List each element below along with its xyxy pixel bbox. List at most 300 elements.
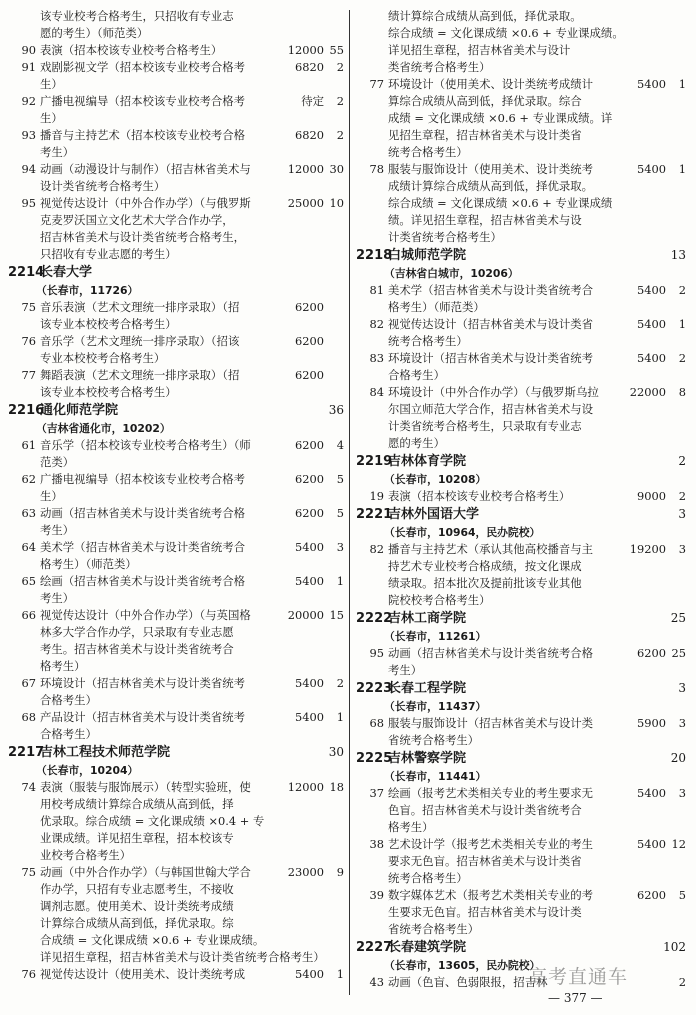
- major-row: [356, 350, 686, 367]
- school-code: 2219: [356, 454, 393, 469]
- major-row: [8, 471, 344, 488]
- school-info: （吉林省白城市，10206）: [384, 267, 519, 280]
- enroll-count: 2: [678, 351, 686, 365]
- major-number: 91: [21, 60, 36, 74]
- major-text-continued: [8, 932, 344, 949]
- school-total: 30: [328, 745, 344, 759]
- major-text: 动画（招吉林省美术与设计类省统考合格: [40, 506, 246, 520]
- major-text: 戏剧影视文学（招本校该专业校考合格考: [40, 60, 246, 74]
- major-number: 95: [21, 196, 36, 210]
- major-row: [8, 539, 344, 556]
- continued-text: 绩计算综合成绩从高到低，择优录取。: [388, 9, 582, 23]
- major-row: [356, 836, 686, 853]
- major-number: 37: [369, 786, 384, 800]
- continued-text: 院校校考合格考生）: [388, 593, 491, 607]
- major-number: 93: [21, 128, 36, 142]
- major-text-continued: [8, 915, 344, 932]
- tuition-fee: 6200: [295, 368, 324, 382]
- enroll-count: 55: [329, 43, 344, 57]
- continued-text: 该专业校考合格考生，只招收有专业志: [40, 9, 234, 23]
- major-text: 绘画（招吉林省美术与设计类省统考合格: [40, 574, 246, 588]
- major-text-continued: [356, 299, 686, 316]
- major-number: 75: [21, 300, 36, 314]
- enroll-count: 2: [336, 128, 344, 142]
- tuition-fee: 19200: [629, 542, 666, 556]
- major-text-continued: [8, 454, 344, 471]
- continued-text: 考生）: [388, 663, 423, 677]
- major-text-continued: [8, 8, 344, 25]
- major-row: [356, 488, 686, 505]
- left-column: [8, 8, 344, 983]
- major-number: 66: [21, 608, 36, 622]
- school-code: 2223: [356, 681, 393, 696]
- major-text-continued: [356, 662, 686, 679]
- major-text: 环境设计（招吉林省美术与设计类省统考: [388, 351, 594, 365]
- major-row: [8, 195, 344, 212]
- major-text: 动画（中外合作办学）（与韩国世翰大学合: [40, 865, 251, 879]
- continued-text: 综合成绩 = 文化课成绩 ×0.6 + 专业课成绩。: [388, 26, 624, 40]
- tuition-fee: 23000: [287, 865, 324, 879]
- school-info: （长春市，13605，民办院校）: [384, 959, 541, 972]
- continued-text: 考生）: [40, 523, 75, 537]
- major-text: 表演（招本校该专业校考合格考生）: [40, 43, 223, 57]
- major-text: 音乐学（艺术文理统一排序录取）（招该: [40, 334, 240, 348]
- major-number: 78: [369, 162, 384, 176]
- continued-text: 格考生）（师范类）: [388, 300, 485, 314]
- tuition-fee: 5400: [637, 351, 666, 365]
- tuition-fee: 5400: [295, 676, 324, 690]
- tuition-fee: 9000: [637, 489, 666, 503]
- major-text-continued: [356, 127, 686, 144]
- major-row: [356, 887, 686, 904]
- continued-text: 计算综合成绩从高到低，择优录取。综: [40, 916, 234, 930]
- major-row: [8, 367, 344, 384]
- major-row: [356, 974, 686, 991]
- school-info: （长春市，11261）: [384, 630, 487, 643]
- major-text: 艺术设计学（报考艺术类相关专业的考生: [388, 837, 594, 851]
- continued-text: 生）: [40, 77, 63, 91]
- continued-text: 综合成绩 = 文化课成绩 ×0.6 + 专业课成绩: [388, 196, 613, 210]
- major-text-continued: [8, 384, 344, 401]
- tuition-fee: 6820: [295, 128, 324, 142]
- continued-text: 算综合成绩从高到低，择优录取。综合: [388, 94, 582, 108]
- major-row: [8, 966, 344, 983]
- school-name: 吉林外国语大学: [388, 507, 480, 522]
- major-text: 环境设计（中外合作办学）（与俄罗斯乌拉: [388, 385, 599, 399]
- continued-text: 生）: [40, 111, 63, 125]
- major-text-continued: [356, 558, 686, 575]
- major-text: 视觉传达设计（中外合作办学）（与英国格: [40, 608, 251, 622]
- tuition-fee: 25000: [287, 196, 324, 210]
- major-row: [8, 573, 344, 590]
- continued-text: 林多大学合作办学，只录取有专业志愿: [40, 625, 234, 639]
- major-row: [356, 645, 686, 662]
- continued-text: 愿的考生）（师范类）: [40, 26, 149, 40]
- enroll-count: 4: [336, 438, 344, 452]
- continued-text: 业课成绩。详见招生章程，招本校该专: [40, 831, 234, 845]
- enroll-count: 15: [329, 608, 344, 622]
- major-text-continued: [8, 316, 344, 333]
- enroll-count: 3: [678, 716, 686, 730]
- tuition-fee: 20000: [287, 608, 324, 622]
- school-code: 2216: [8, 403, 45, 418]
- major-number: 19: [369, 489, 384, 503]
- major-row: [8, 93, 344, 110]
- major-number: 82: [369, 317, 384, 331]
- major-text-continued: [8, 796, 344, 813]
- enroll-count: 5: [336, 472, 344, 486]
- major-text-continued: [356, 904, 686, 921]
- major-number: 82: [369, 542, 384, 556]
- school-header: [8, 743, 344, 762]
- school-total: 36: [328, 403, 344, 417]
- continued-text: 合格考生）: [40, 693, 97, 707]
- school-info: （长春市，11726）: [36, 284, 139, 297]
- tuition-fee: 5400: [637, 786, 666, 800]
- major-text-continued: [356, 110, 686, 127]
- major-text: 音乐学（招本校该专业校考合格考生）（师: [40, 438, 251, 452]
- major-text: 广播电视编导（招本校该专业校考合格考: [40, 94, 246, 108]
- school-info: （长春市，11437）: [384, 700, 487, 713]
- school-total: 25: [670, 611, 686, 625]
- major-text-continued: [8, 25, 344, 42]
- continued-text: 生）: [40, 489, 63, 503]
- continued-text: 尔国立师范大学合作，招吉林省美术与设: [388, 402, 594, 416]
- continued-text: 专业本校校考合格考生）: [40, 351, 166, 365]
- continued-text: 要求无色盲。招吉林省美术与设计类省: [388, 854, 582, 868]
- tuition-fee: 5400: [295, 540, 324, 554]
- school-name: 吉林工商学院: [388, 611, 467, 626]
- major-row: [8, 333, 344, 350]
- tuition-fee: 6200: [295, 334, 324, 348]
- major-text-continued: [356, 870, 686, 887]
- major-number: 63: [21, 506, 36, 520]
- major-text-continued: [8, 949, 344, 966]
- major-text: 广播电视编导（招本校该专业校考合格考: [40, 472, 246, 486]
- major-text-continued: [8, 590, 344, 607]
- continued-text: 见招生章程，招吉林省美术与设计类省: [388, 128, 582, 142]
- watermark: 高考直通车: [528, 966, 629, 988]
- school-total: 3: [678, 681, 686, 695]
- continued-text: 调剂志愿。使用美术、设计类统考成绩: [40, 899, 234, 913]
- major-text: 音乐表演（艺术文理统一排序录取）（招: [40, 300, 240, 314]
- major-row: [8, 709, 344, 726]
- major-row: [8, 59, 344, 76]
- tuition-fee: 5400: [295, 967, 324, 981]
- major-text: 产品设计（招吉林省美术与设计类省统考: [40, 710, 246, 724]
- major-text: 表演（服装与服饰展示）（转型实验班，使: [40, 780, 251, 794]
- major-text: 视觉传达设计（招吉林省美术与设计类省: [388, 317, 594, 331]
- school-code: 2227: [356, 940, 393, 955]
- continued-text: 省统考合格考生）: [388, 922, 480, 936]
- enroll-count: 3: [678, 786, 686, 800]
- column-divider: [349, 10, 350, 995]
- major-text-continued: [8, 212, 344, 229]
- school-total: 102: [663, 940, 686, 954]
- major-text: 动画（招吉林省美术与设计类省统考合格: [388, 646, 594, 660]
- school-header: [8, 263, 344, 282]
- major-row: [356, 161, 686, 178]
- major-row: [8, 779, 344, 796]
- enroll-count: 5: [678, 888, 686, 902]
- continued-text: 统考合格考生）: [388, 871, 468, 885]
- continued-text: 只招收有专业志愿的考生）: [40, 247, 177, 261]
- major-text-continued: [356, 93, 686, 110]
- enroll-count: 1: [336, 710, 344, 724]
- major-text-continued: [8, 726, 344, 743]
- major-number: 90: [21, 43, 36, 57]
- major-text: 美术学（招吉林省美术与设计类省统考合: [388, 283, 594, 297]
- major-text: 视觉传达设计（中外合作办学）（与俄罗斯: [40, 196, 251, 210]
- major-text-continued: [8, 813, 344, 830]
- continued-text: 类省统考合格考生）: [388, 60, 491, 74]
- school-info: （吉林省通化市，10202）: [36, 422, 171, 435]
- tuition-fee: 5400: [637, 317, 666, 331]
- tuition-fee: 6200: [295, 472, 324, 486]
- school-header: [356, 505, 686, 524]
- major-text-continued: [356, 42, 686, 59]
- continued-text: 考生。招吉林省美术与设计类省统考合: [40, 642, 234, 656]
- school-header: [356, 452, 686, 471]
- right-column: [356, 8, 686, 991]
- tuition-fee: 6200: [295, 506, 324, 520]
- enroll-count: 2: [336, 676, 344, 690]
- school-header: [356, 679, 686, 698]
- major-text-continued: [356, 853, 686, 870]
- continued-text: 考生）: [40, 591, 75, 605]
- major-number: 67: [21, 676, 36, 690]
- enroll-count: 8: [678, 385, 686, 399]
- major-number: 68: [369, 716, 384, 730]
- continued-text: 生要求无色盲。招吉林省美术与设计类: [388, 905, 582, 919]
- school-name: 通化师范学院: [40, 403, 119, 418]
- tuition-fee: 22000: [629, 385, 666, 399]
- major-number: 65: [21, 574, 36, 588]
- tuition-fee: 12000: [287, 780, 324, 794]
- continued-text: 详见招生章程，招吉林省美术与设计: [388, 43, 571, 57]
- school-info: （长春市，10208）: [384, 473, 487, 486]
- major-text: 动画（色盲、色弱限报，招吉林: [388, 975, 548, 989]
- school-name: 吉林体育学院: [388, 454, 467, 469]
- major-text-continued: [356, 401, 686, 418]
- major-text-continued: [8, 246, 344, 263]
- continued-text: 范类）: [40, 455, 75, 469]
- continued-text: 考生）: [40, 145, 75, 159]
- major-text-continued: [8, 641, 344, 658]
- major-row: [356, 715, 686, 732]
- enroll-count: 1: [678, 162, 686, 176]
- continued-text: 招吉林省美术与设计类省统考合格考生，: [40, 230, 246, 244]
- enroll-count: 1: [678, 317, 686, 331]
- major-text-continued: [356, 921, 686, 938]
- continued-text: 该专业本校校考合格考生）: [40, 385, 177, 399]
- school-info: （长春市，10204）: [36, 764, 139, 777]
- continued-text: 省统考合格考生）: [388, 733, 480, 747]
- tuition-fee: 5900: [637, 716, 666, 730]
- major-number: 64: [21, 540, 36, 554]
- school-name: 长春建筑学院: [388, 940, 467, 955]
- major-number: 75: [21, 865, 36, 879]
- tuition-fee: 5400: [295, 574, 324, 588]
- major-row: [8, 675, 344, 692]
- major-text-continued: [8, 830, 344, 847]
- major-number: 76: [21, 967, 36, 981]
- continued-text: 克麦罗沃国立文化艺术大学合作办学，: [40, 213, 234, 227]
- continued-text: 该专业本校校考合格考生）: [40, 317, 177, 331]
- continued-text: 作办学，只招有专业志愿考生，不接收: [40, 882, 234, 896]
- school-total: 2: [678, 454, 686, 468]
- continued-text: 合成绩 = 文化课成绩 ×0.6 + 专业课成绩。: [40, 933, 265, 947]
- enroll-count: 3: [336, 540, 344, 554]
- enroll-count: 1: [678, 77, 686, 91]
- major-text: 表演（招本校该专业校考合格考生）: [388, 489, 571, 503]
- major-text-continued: [356, 575, 686, 592]
- continued-text: 业校考合格考生）: [40, 848, 132, 862]
- major-text-continued: [356, 195, 686, 212]
- school-header: [8, 401, 344, 420]
- continued-text: 格考生）（师范类）: [40, 557, 137, 571]
- major-text-continued: [356, 592, 686, 609]
- continued-text: 统考合格考生）: [388, 334, 468, 348]
- continued-text: 合格考生）: [40, 727, 97, 741]
- school-code: 2225: [356, 751, 393, 766]
- enroll-count: 12: [671, 837, 686, 851]
- major-row: [356, 76, 686, 93]
- major-text-continued: [356, 732, 686, 749]
- major-text-continued: [8, 350, 344, 367]
- continued-text: 设计类省统考合格考生）: [40, 179, 166, 193]
- tuition-fee: 12000: [287, 43, 324, 57]
- major-text: 舞蹈表演（艺术文理统一排序录取）（招: [40, 368, 240, 382]
- tuition-fee: 6200: [295, 438, 324, 452]
- major-row: [8, 42, 344, 59]
- school-header: [356, 609, 686, 628]
- major-number: 76: [21, 334, 36, 348]
- major-number: 81: [369, 283, 384, 297]
- major-text-continued: [356, 178, 686, 195]
- major-text-continued: [8, 229, 344, 246]
- major-text: 动画（动漫设计与制作）（招吉林省美术与: [40, 162, 251, 176]
- major-row: [356, 316, 686, 333]
- major-text: 美术学（招吉林省美术与设计类省统考合: [40, 540, 246, 554]
- tuition-fee: 5400: [637, 77, 666, 91]
- major-text-continued: [356, 59, 686, 76]
- school-total: 20: [670, 751, 686, 765]
- enroll-count: 2: [336, 94, 344, 108]
- major-number: 61: [21, 438, 36, 452]
- major-row: [356, 785, 686, 802]
- major-text-continued: [356, 418, 686, 435]
- continued-text: 格考生）: [40, 659, 86, 673]
- major-row: [356, 384, 686, 401]
- school-header: [356, 749, 686, 768]
- school-code: 2218: [356, 248, 393, 263]
- major-number: 77: [21, 368, 36, 382]
- major-number: 62: [21, 472, 36, 486]
- enroll-count: 2: [678, 489, 686, 503]
- school-name: 吉林工程技术师范学院: [40, 745, 171, 760]
- tuition-fee: 6820: [295, 60, 324, 74]
- enroll-count: 18: [329, 780, 344, 794]
- major-text-continued: [356, 333, 686, 350]
- continued-text: 计类省统考合格考生）: [388, 230, 502, 244]
- major-text-continued: [8, 692, 344, 709]
- school-name: 白城师范学院: [388, 248, 467, 263]
- school-code: 2214: [8, 265, 45, 280]
- enroll-count: 2: [336, 60, 344, 74]
- major-text-continued: [8, 488, 344, 505]
- school-info: （长春市，10964，民办院校）: [384, 526, 541, 539]
- major-text-continued: [356, 367, 686, 384]
- major-row: [8, 864, 344, 881]
- major-text-continued: [356, 435, 686, 452]
- school-total: 3: [678, 507, 686, 521]
- tuition-fee: 5400: [637, 283, 666, 297]
- continued-text: 格考生）: [388, 820, 434, 834]
- major-text: 服装与服饰设计（招吉林省美术与设计类: [388, 716, 594, 730]
- enroll-count: 25: [671, 646, 686, 660]
- major-text-continued: [356, 8, 686, 25]
- major-row: [356, 282, 686, 299]
- tuition-fee: 6200: [295, 300, 324, 314]
- major-text-continued: [8, 144, 344, 161]
- major-row: [8, 505, 344, 522]
- school-total: 13: [670, 248, 686, 262]
- major-text-continued: [8, 658, 344, 675]
- continued-text: 优录取。综合成绩 = 文化课成绩 ×0.4 + 专: [40, 814, 265, 828]
- tuition-fee: 6200: [637, 646, 666, 660]
- major-text: 环境设计（使用美术、设计类统考成绩计: [388, 77, 594, 91]
- major-text-continued: [356, 25, 686, 42]
- major-text-continued: [8, 76, 344, 93]
- enroll-count: 30: [329, 162, 344, 176]
- continued-text: 计类省统考合格考生，只录取有专业志: [388, 419, 582, 433]
- major-text-continued: [8, 110, 344, 127]
- major-text-continued: [8, 522, 344, 539]
- major-row: [8, 607, 344, 624]
- major-number: 68: [21, 710, 36, 724]
- major-text: 视觉传达设计（使用美术、设计类统考成: [40, 967, 246, 981]
- major-text-continued: [8, 556, 344, 573]
- continued-text: 绩录取。招本批次及提前批该专业其他: [388, 576, 582, 590]
- major-number: 43: [369, 975, 384, 989]
- continued-text: 用校考成绩计算综合成绩从高到低，择: [40, 797, 234, 811]
- major-text-continued: [8, 624, 344, 641]
- school-name: 长春工程学院: [388, 681, 467, 696]
- enroll-count: 10: [329, 196, 344, 210]
- major-text-continued: [8, 847, 344, 864]
- school-header: [356, 938, 686, 957]
- continued-text: 持艺术专业校考合格成绩，按文化课成: [388, 559, 582, 573]
- major-text-continued: [356, 802, 686, 819]
- major-text-continued: [356, 212, 686, 229]
- major-number: 94: [21, 162, 36, 176]
- enroll-count: 2: [678, 975, 686, 989]
- continued-text: 色盲。招吉林省美术与设计类省统考合: [388, 803, 582, 817]
- enroll-count: 9: [336, 865, 344, 879]
- major-row: [356, 541, 686, 558]
- continued-text: 绩。详见招生章程，招吉林省美术与设: [388, 213, 582, 227]
- tuition-fee: 6200: [637, 888, 666, 902]
- school-name: 长春大学: [40, 265, 93, 280]
- tuition-fee: 12000: [287, 162, 324, 176]
- school-name: 吉林警察学院: [388, 751, 467, 766]
- major-text: 播音与主持艺术（承认其他高校播音与主: [388, 542, 594, 556]
- major-number: 92: [21, 94, 36, 108]
- enroll-count: 3: [678, 542, 686, 556]
- major-text: 环境设计（招吉林省美术与设计类省统考: [40, 676, 246, 690]
- school-code: 2217: [8, 745, 45, 760]
